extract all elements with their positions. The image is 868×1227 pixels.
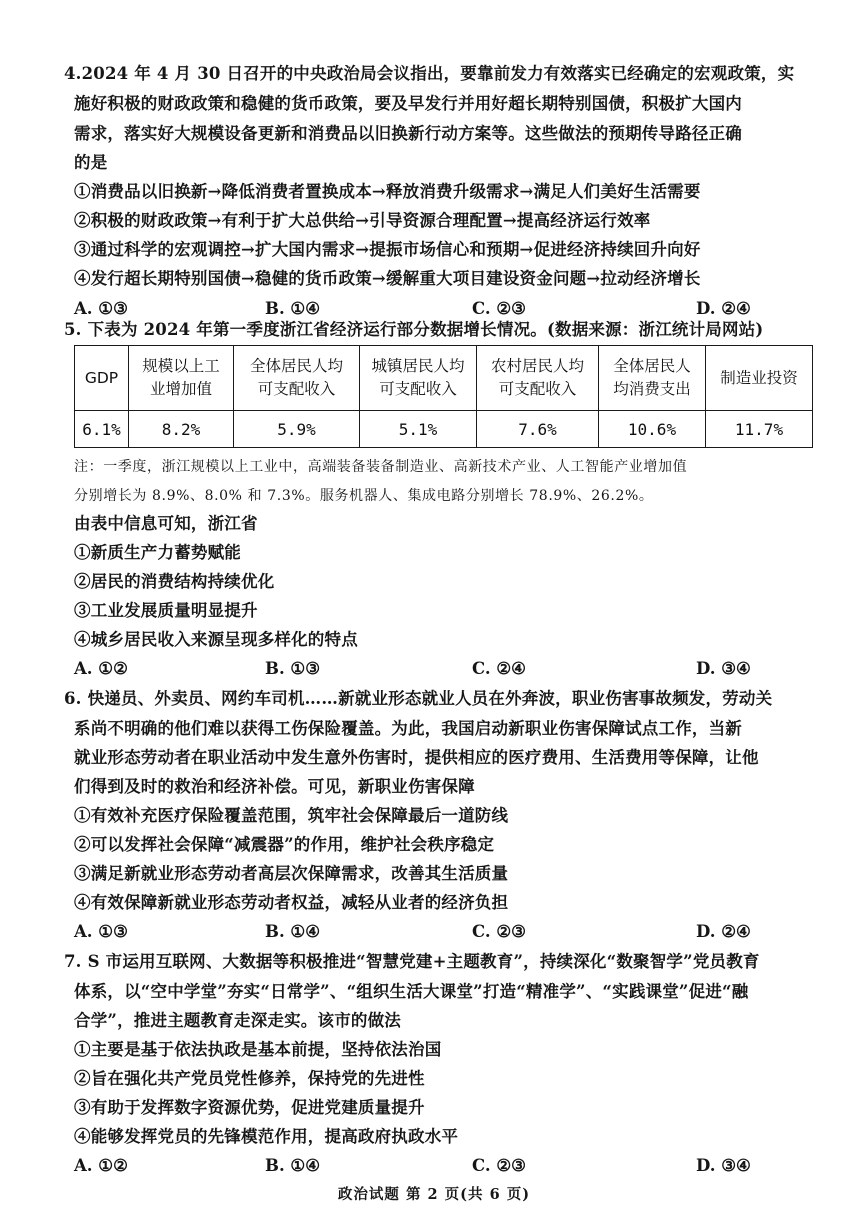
choice-c[interactable]: C. ②③ xyxy=(472,1156,526,1175)
table-header-cell: 全体居民人均 可支配收入 xyxy=(234,346,360,411)
table-row xyxy=(75,411,813,448)
question-5-option: ③工业发展质量明显提升 xyxy=(74,601,258,620)
question-7-choices xyxy=(74,1154,790,1178)
question-4-stem-line: 4.2024 年 4 月 30 日召开的中央政治局会议指出，要靠前发力有效落实已经确定的宏观政策，实 xyxy=(64,64,795,83)
table-header-row xyxy=(75,346,813,411)
growth-data-table xyxy=(74,345,813,448)
table-cell: 8.2% xyxy=(129,411,234,448)
table-cell: 6.1% xyxy=(75,411,129,448)
question-4-stem-line: 需求，落实好大规模设备更新和消费品以旧换新行动方案等。这些做法的预期传导路径正确 xyxy=(74,124,742,143)
question-4-option: ④发行超长期特别国债→稳健的货币政策→缓解重大项目建设资金问题→拉动经济增长 xyxy=(74,269,701,288)
question-6-stem-line: 们得到及时的救治和经济补偿。可见，新职业伤害保障 xyxy=(74,777,475,796)
choice-d[interactable]: D. ③④ xyxy=(696,1156,751,1175)
question-4-stem-line: 的是 xyxy=(74,153,108,172)
question-7-option: ①主要是基于依法执政是基本前提，坚持依法治国 xyxy=(74,1040,442,1059)
table-header-cell: 制造业投资 xyxy=(706,346,813,411)
choice-a[interactable]: A. ①② xyxy=(74,659,128,678)
question-4-option: ②积极的财政政策→有利于扩大总供给→引导资源合理配置→提高经济运行效率 xyxy=(74,211,651,230)
question-4-option: ③通过科学的宏观调控→扩大国内需求→提振市场信心和预期→促进经济持续回升向好 xyxy=(74,240,701,259)
question-5-option: ②居民的消费结构持续优化 xyxy=(74,572,275,591)
question-7-option: ③有助于发挥数字资源优势，促进党建质量提升 xyxy=(74,1098,425,1117)
page-footer: 政治试题 第 2 页(共 6 页) xyxy=(337,1186,531,1203)
question-7-option: ④能够发挥党员的先锋模范作用，提高政府执政水平 xyxy=(74,1127,459,1146)
table-cell: 11.7% xyxy=(706,411,813,448)
choice-b[interactable]: B. ①③ xyxy=(265,659,321,678)
question-7-option: ②旨在强化共产党员党性修养，保持党的先进性 xyxy=(74,1069,425,1088)
choice-c[interactable]: C. ②③ xyxy=(472,922,526,941)
table-header-cell: 农村居民人均 可支配收入 xyxy=(477,346,599,411)
table-header-cell: GDP xyxy=(75,346,129,411)
table-header-cell: 全体居民人 均消费支出 xyxy=(599,346,706,411)
question-7-stem-line: 7. S 市运用互联网、大数据等积极推进“智慧党建+主题教育”，持续深化“数聚智学”党员教育 xyxy=(64,952,760,971)
question-5-option: ①新质生产力蓄势赋能 xyxy=(74,543,241,562)
question-6-choices xyxy=(74,920,790,944)
choice-a[interactable]: A. ①② xyxy=(74,1156,128,1175)
choice-c[interactable]: C. ②④ xyxy=(472,659,526,678)
choice-b[interactable]: B. ①④ xyxy=(265,299,321,318)
question-4-stem-line: 施好积极的财政政策和稳健的货币政策，要及早发行并用好超长期特别国债，积极扩大国内 xyxy=(74,94,742,113)
table-note-line: 注：一季度，浙江规模以上工业中，高端装备装备制造业、高新技术产业、人工智能产业增加值 xyxy=(74,459,688,475)
question-5-option: ④城乡居民收入来源呈现多样化的特点 xyxy=(74,630,358,649)
question-6-option: ④有效保障新就业形态劳动者权益，减轻从业者的经济负担 xyxy=(74,893,509,912)
question-6-stem-line: 系尚不明确的他们难以获得工伤保险覆盖。为此，我国启动新职业伤害保障试点工作，当新 xyxy=(74,719,742,738)
choice-b[interactable]: B. ①④ xyxy=(265,1156,321,1175)
question-5-lead: 由表中信息可知，浙江省 xyxy=(74,514,258,533)
choice-d[interactable]: D. ②④ xyxy=(696,299,751,318)
choice-b[interactable]: B. ①④ xyxy=(265,922,321,941)
question-6-option: ②可以发挥社会保障“减震器”的作用，维护社会秩序稳定 xyxy=(74,835,495,854)
question-6-option: ③满足新就业形态劳动者高层次保障需求，改善其生活质量 xyxy=(74,864,509,883)
choice-a[interactable]: A. ①③ xyxy=(74,922,128,941)
choice-c[interactable]: C. ②③ xyxy=(472,299,526,318)
table-cell: 5.9% xyxy=(234,411,360,448)
choice-a[interactable]: A. ①③ xyxy=(74,299,128,318)
question-5-stem: 5. 下表为 2024 年第一季度浙江省经济运行部分数据增长情况。(数据来源：浙江统计局网站) xyxy=(64,320,764,339)
question-7-stem-line: 合学”，推进主题教育走深走实。该市的做法 xyxy=(74,1011,401,1030)
question-4-option: ①消费品以旧换新→降低消费者置换成本→释放消费升级需求→满足人们美好生活需要 xyxy=(74,182,701,201)
table-cell: 7.6% xyxy=(477,411,599,448)
table-cell: 10.6% xyxy=(599,411,706,448)
table-header-cell: 城镇居民人均 可支配收入 xyxy=(360,346,477,411)
table-note-line: 分别增长为 8.9%、8.0% 和 7.3%。服务机器人、集成电路分别增长 78.9%、26.2%。 xyxy=(74,488,654,504)
table-cell: 5.1% xyxy=(360,411,477,448)
question-5-choices xyxy=(74,657,790,681)
table-header-cell: 规模以上工 业增加值 xyxy=(129,346,234,411)
choice-d[interactable]: D. ②④ xyxy=(696,922,751,941)
question-6-option: ①有效补充医疗保险覆盖范围，筑牢社会保障最后一道防线 xyxy=(74,806,509,825)
choice-d[interactable]: D. ③④ xyxy=(696,659,751,678)
question-6-stem-line: 就业形态劳动者在职业活动中发生意外伤害时，提供相应的医疗费用、生活费用等保障，让他 xyxy=(74,748,759,767)
question-7-stem-line: 体系，以“空中学堂”夯实“日常学”、“组织生活大课堂”打造“精准学”、“实践课堂”促进“融 xyxy=(74,982,749,1001)
question-6-stem-line: 6. 快递员、外卖员、网约车司机……新就业形态就业人员在外奔波，职业伤害事故频发，劳动关 xyxy=(64,689,773,708)
